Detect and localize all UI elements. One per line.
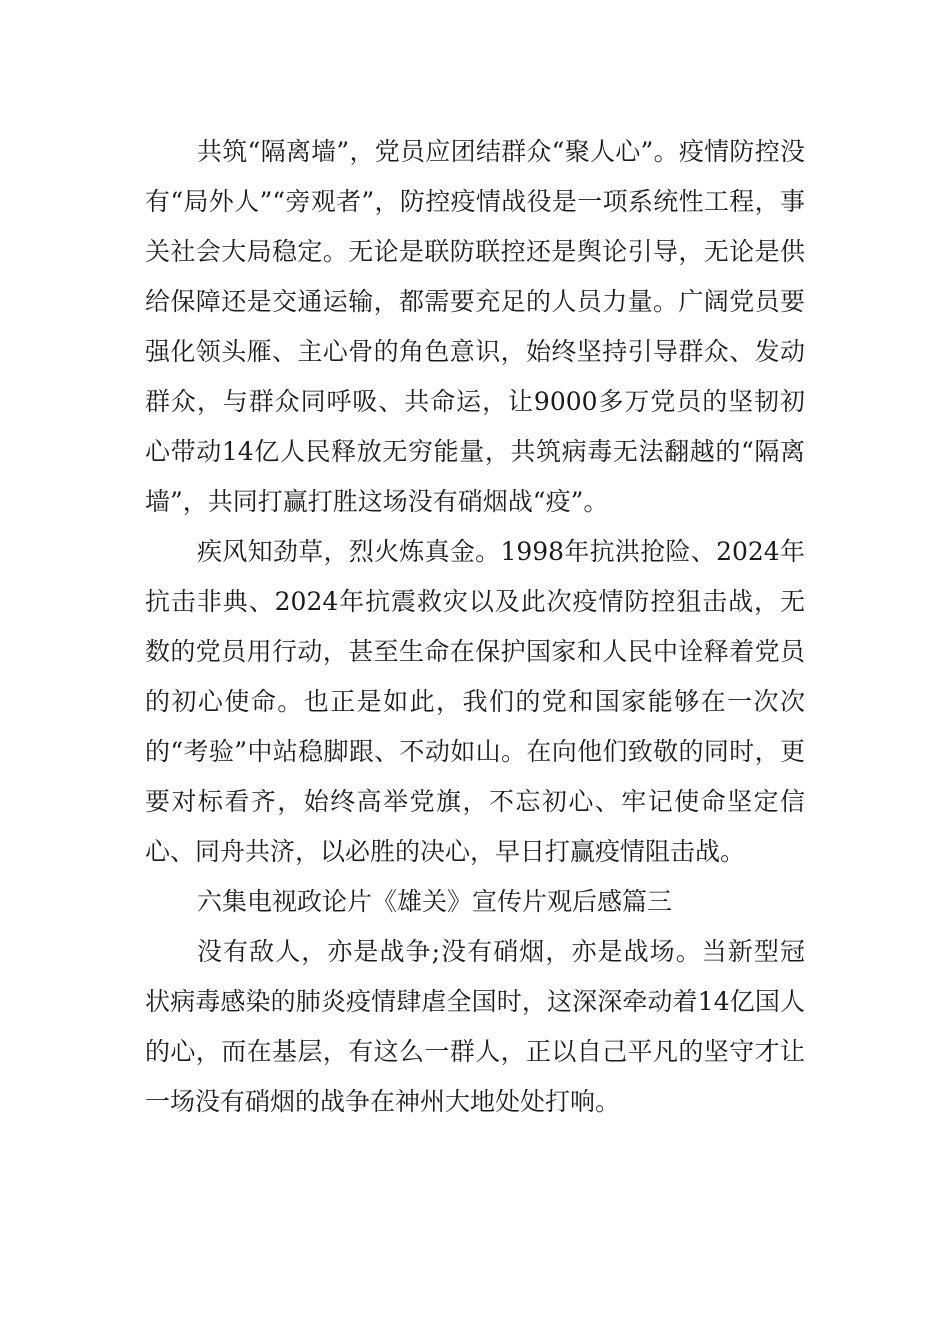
section-heading: 六集电视政论片《雄关》宣传片观后感篇三 [197, 887, 673, 916]
paragraph-no-enemy: 没有敌人，亦是战争;没有硝烟，亦是战场。当新型冠状病毒感染的肺炎疫情肆虐全国时，这深深牵动着14亿国人的心，而在基层，有这么一群人，正以自己平凡的坚守才让一场没有硝烟的战争在神州大地处处打响。 [145, 937, 805, 1116]
paragraph-test-of-fire: 疾风知劲草，烈火炼真金。1998年抗洪抢险、2024年抗击非典、2024年抗震救灾以及此次疫情防控狙击战，无数的党员用行动，甚至生命在保护国家和人民中诠释着党员的初心使命。也正是如此，我们的党和国家能够在一次次的“考验”中站稳脚跟、不动如山。在向他们致敬的同时，更要对标看齐，始终高举党旗，不忘初心、牢记使命坚定信心、同舟共济，以必胜的决心，早日打赢疫情阻击战。 [145, 537, 805, 866]
paragraph-isolation-wall: 共筑“隔离墙”，党员应团结群众“聚人心”。疫情防控没有“局外人”“旁观者”，防控疫情战役是一项系统性工程，事关社会大局稳定。无论是联防联控还是舆论引导，无论是供给保障还是交通运输，都需要充足的人员力量。广阔党员要强化领头雁、主心骨的角色意识，始终坚持引导群众、发动群众，与群众同呼吸、共命运，让9000多万党员的坚韧初心带动14亿人民释放无穷能量，共筑病毒无法翻越的“隔离墙”，共同打赢打胜这场没有硝烟战“疫”。 [145, 137, 805, 516]
document-body [145, 127, 805, 1127]
